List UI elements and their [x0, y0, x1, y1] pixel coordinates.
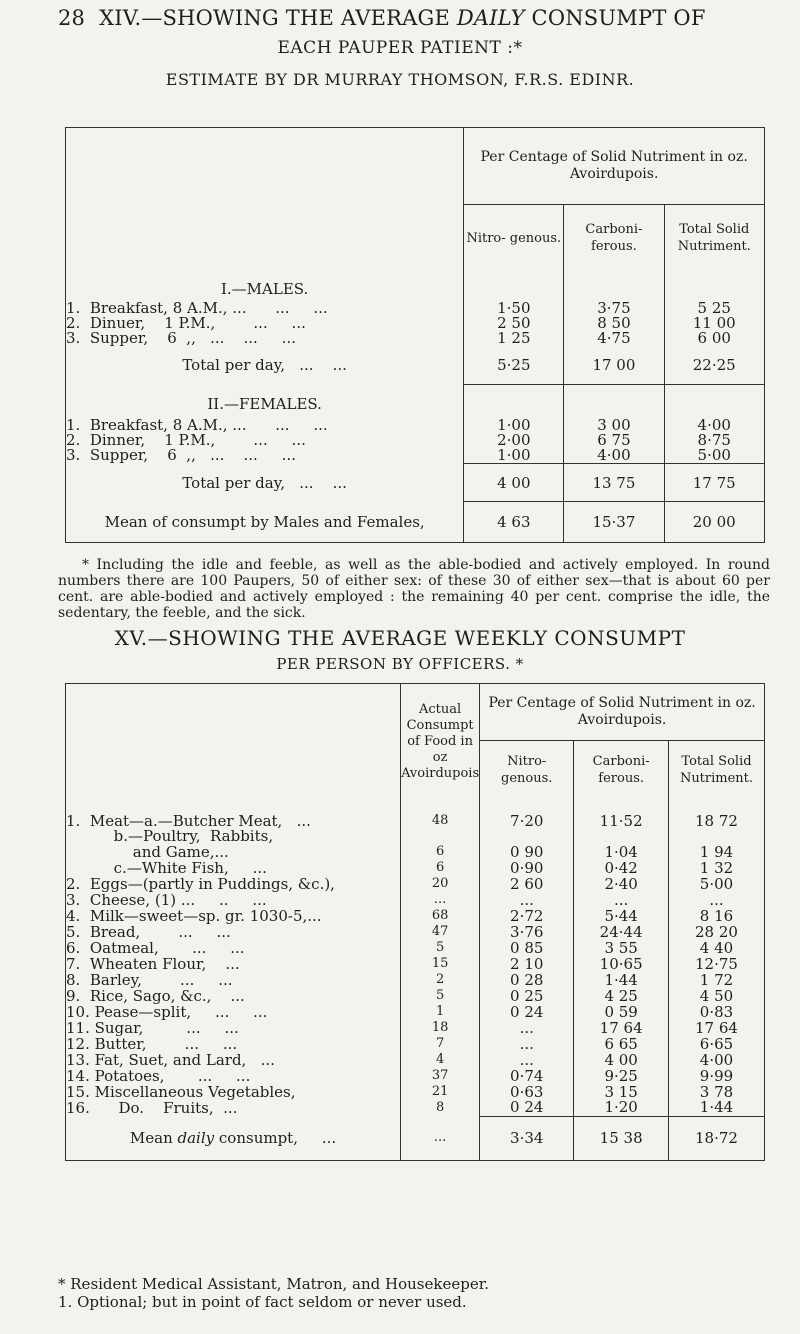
- cell-a: 8: [401, 1100, 480, 1116]
- section-14-title: [58, 6, 706, 30]
- cell-label: 9. Rice, Sago, &c., ...: [66, 988, 401, 1004]
- cell-label: 7. Wheaten Flour, ...: [66, 956, 401, 972]
- cell-a: 20: [401, 876, 480, 892]
- cell-a: [401, 829, 480, 844]
- table-row: 1. Breakfast, 8 A.M., ... ... ... 1·00 3 00 4·00: [66, 416, 731, 434]
- cell-label: 11. Sugar, ... ...: [66, 1020, 401, 1036]
- cell-t: 1 32: [699, 858, 734, 877]
- cell-a: 15: [401, 956, 480, 972]
- col-actual: Actual Consumpt of Food in oz Avoirdupois: [401, 684, 480, 800]
- table-row: [66, 908, 765, 924]
- cell-t: 5·00: [699, 874, 734, 893]
- cell-t: 18 72: [695, 811, 738, 830]
- cell-a: 5: [401, 940, 480, 956]
- cell-n: ...: [480, 1020, 574, 1036]
- cell-c: 0·42: [574, 860, 669, 876]
- table-weekly-consumpt: [65, 683, 765, 1161]
- cell-label: and Game,...: [66, 844, 401, 860]
- cell-n: 0 85: [480, 940, 574, 956]
- table-row: [66, 1004, 765, 1020]
- cell-label: 15. Miscellaneous Vegetables,: [66, 1084, 401, 1100]
- table-row: 3. Supper, 6 ,, ... ... ... 1·00 4·00 5·00: [66, 446, 731, 465]
- cell-c: 4 25: [574, 988, 669, 1004]
- cell-c: 1·20: [574, 1100, 669, 1116]
- col-nitrogenous: Nitro- genous.: [464, 205, 564, 272]
- cell-c: 11·52: [574, 799, 669, 829]
- cell-t: 4 40: [699, 938, 734, 957]
- cell-label: c.—White Fish, ...: [66, 860, 401, 876]
- table-row: [66, 844, 765, 860]
- mean-row: Mean of consumpt by Males and Females, 4 63 15·37 20 00: [66, 502, 765, 543]
- cell-n: 0 25: [480, 988, 574, 1004]
- cell-t: 3 78: [699, 1082, 734, 1101]
- table-row: 1. Breakfast, 8 A.M., ... ... ... 1·50 3·75 5 25: [66, 299, 731, 317]
- males-heading: I.—MALES.: [66, 271, 464, 301]
- cell-label: 12. Butter, ... ...: [66, 1036, 401, 1052]
- cell-n: 0·74: [480, 1068, 574, 1084]
- cell-t: 4·00: [699, 1050, 734, 1069]
- cell-n: 0 24: [480, 1004, 574, 1020]
- table-daily-consumpt: [65, 127, 765, 543]
- cell-label: 3. Cheese, (1) ... .. ...: [66, 892, 401, 908]
- table-row: 2. Dinuer, 1 P.M., ... ... 2 50 8 50 11 00: [66, 314, 736, 332]
- cell-c: 9·25: [574, 1068, 669, 1084]
- table-row: [66, 799, 765, 829]
- cell-n: 2 60: [480, 876, 574, 892]
- title-text: —SHOWING THE AVERAGE: [141, 6, 450, 30]
- table-row: [66, 829, 765, 844]
- cell-c: 3 15: [574, 1084, 669, 1100]
- females-heading: II.—FEMALES.: [66, 384, 464, 418]
- table-row: [66, 956, 765, 972]
- cell-a: 68: [401, 908, 480, 924]
- cell-a: ...: [401, 892, 480, 908]
- section-15-subtitle: PER PERSON BY OFFICERS. *: [276, 655, 524, 673]
- cell-n: 7·20: [480, 799, 574, 829]
- title-tail: CONSUMPT OF: [531, 6, 706, 30]
- cell-label: 13. Fat, Suet, and Lard, ...: [66, 1052, 401, 1068]
- cell-t: 6·65: [699, 1034, 734, 1053]
- females-total-row: Total per day, ... ... 4 00 13 75 17 75: [66, 464, 765, 502]
- cell-c: 24·44: [574, 924, 669, 940]
- title-italic: DAILY: [456, 6, 525, 30]
- cell-n: 0·90: [480, 860, 574, 876]
- cell-c: 6 65: [574, 1036, 669, 1052]
- cell-label: b.—Poultry, Rabbits,: [66, 829, 401, 844]
- cell-label: 14. Potatoes, ... ...: [66, 1068, 401, 1084]
- cell-a: 48: [401, 799, 480, 829]
- col-nitrogenous: Nitro- genous.: [480, 741, 574, 800]
- table-row: [66, 1036, 765, 1052]
- cell-a: 37: [401, 1068, 480, 1084]
- cell-n: 3·76: [480, 924, 574, 940]
- cell-t: 12·75: [695, 954, 738, 973]
- cell-c: [574, 829, 669, 844]
- cell-label: 16. Do. Fruits, ...: [66, 1100, 401, 1116]
- cell-t: 1 72: [699, 970, 734, 989]
- cell-label: 8. Barley, ... ...: [66, 972, 401, 988]
- cell-t: 9·99: [699, 1066, 734, 1085]
- cell-c: 4 00: [574, 1052, 669, 1068]
- col-carboniferous: Carboni- ferous.: [564, 205, 664, 272]
- table-row: [66, 876, 765, 892]
- section-15-title: XV.—SHOWING THE AVERAGE WEEKLY CONSUMPT: [114, 626, 686, 650]
- cell-t: 17 64: [695, 1018, 738, 1037]
- cell-c: 0 59: [574, 1004, 669, 1020]
- cell-n: ...: [480, 1052, 574, 1068]
- page-number: 28: [58, 6, 86, 30]
- table-row: [66, 988, 765, 1004]
- cell-t: ...: [709, 890, 724, 909]
- cell-t: [668, 829, 764, 844]
- table-row: [66, 892, 765, 908]
- footnote-optional: 1. Optional; but in point of fact seldom or never used.: [58, 1293, 467, 1311]
- cell-t: 8 16: [699, 906, 734, 925]
- cell-a: 6: [401, 860, 480, 876]
- cell-t: 1·44: [699, 1098, 734, 1117]
- cell-c: 2·40: [574, 876, 669, 892]
- cell-c: 5·44: [574, 908, 669, 924]
- cell-a: 47: [401, 924, 480, 940]
- mean-daily-row: Mean daily consumpt, ... ... 3·34 15 38 18·72: [66, 1116, 765, 1161]
- cell-label: 10. Pease—split, ... ...: [66, 1004, 401, 1020]
- cell-c: 1·04: [574, 844, 669, 860]
- cell-t: 0·83: [699, 1002, 734, 1021]
- cell-label: 2. Eggs—(partly in Puddings, &c.),: [66, 876, 401, 892]
- section-number: XIV.: [99, 6, 142, 30]
- cell-a: 21: [401, 1084, 480, 1100]
- cell-c: 10·65: [574, 956, 669, 972]
- table-row: [66, 972, 765, 988]
- cell-a: 2: [401, 972, 480, 988]
- mean-daily-label: Mean daily consumpt, ...: [66, 1116, 401, 1161]
- cell-n: 0 24: [480, 1100, 574, 1116]
- col-carboniferous: Carboni- ferous.: [574, 741, 669, 800]
- cell-n: 2·72: [480, 908, 574, 924]
- blank-header: [66, 684, 401, 800]
- table-row: [66, 860, 765, 876]
- table-row: [66, 940, 765, 956]
- col-total: Total Solid Nutriment.: [677, 222, 751, 254]
- cell-n: 0·63: [480, 1084, 574, 1100]
- males-total-row: Total per day, ... ... 5·25 17 00 22·25: [66, 346, 765, 384]
- table-row: [66, 924, 765, 940]
- cell-a: 5: [401, 988, 480, 1004]
- blank-header: [66, 128, 464, 272]
- cell-t: 28 20: [695, 922, 738, 941]
- cell-label: 4. Milk—sweet—sp. gr. 1030-5,...: [66, 908, 401, 924]
- table-row: [66, 1100, 765, 1116]
- table-row: 3. Supper, 6 ,, ... ... ... 1 25 4·75 6 00: [66, 329, 731, 347]
- header-span: Per Centage of Solid Nutriment in oz. Avoirdupois.: [480, 684, 765, 741]
- cell-c: 1·44: [574, 972, 669, 988]
- cell-n: 2 10: [480, 956, 574, 972]
- table-row: [66, 1052, 765, 1068]
- cell-n: 0 28: [480, 972, 574, 988]
- cell-n: ...: [480, 892, 574, 908]
- section-14-title-line2: EACH PAUPER PATIENT :*: [277, 38, 523, 58]
- section-14-subtitle: ESTIMATE BY DR MURRAY THOMSON, F.R.S. EDINR.: [165, 70, 635, 89]
- col-total: Total Solid Nutriment.: [679, 754, 754, 786]
- cell-a: 18: [401, 1020, 480, 1036]
- cell-c: 3 55: [574, 940, 669, 956]
- cell-n: ...: [480, 1036, 574, 1052]
- cell-n: 0 90: [480, 844, 574, 860]
- footnote-officers: * Resident Medical Assistant, Matron, and Housekeeper.: [58, 1275, 489, 1293]
- cell-label: 1. Meat—a.—Butcher Meat, ...: [66, 799, 401, 829]
- table-row: 2. Dinner, 1 P.M., ... ... 2·00 6 75 8·75: [66, 431, 731, 449]
- table-row: [66, 1020, 765, 1036]
- cell-a: 7: [401, 1036, 480, 1052]
- cell-t: 4 50: [699, 986, 734, 1005]
- table-row: [66, 1084, 765, 1100]
- cell-c: ...: [574, 892, 669, 908]
- table-row: [66, 1068, 765, 1084]
- cell-c: 17 64: [574, 1020, 669, 1036]
- header-span: Per Centage of Solid Nutriment in oz. Avoirdupois.: [464, 128, 765, 205]
- footnote-14: * Including the idle and feeble, as well as the able-bodied and actively employed. In round numbers there are 100 Paupers, 50 of either sex: of these 30 of either sex—that is about 60 per cent. are able-bodied and actively employed : the remaining 40 per cent. comprise the idle, the sedentary, the feeble, and the sick.: [58, 557, 770, 621]
- cell-label: 5. Bread, ... ...: [66, 924, 401, 940]
- cell-a: 1: [401, 1004, 480, 1020]
- cell-a: 4: [401, 1052, 480, 1068]
- cell-t: 1 94: [699, 842, 734, 861]
- cell-a: 6: [401, 844, 480, 860]
- cell-label: 6. Oatmeal, ... ...: [66, 940, 401, 956]
- cell-n: [480, 829, 574, 844]
